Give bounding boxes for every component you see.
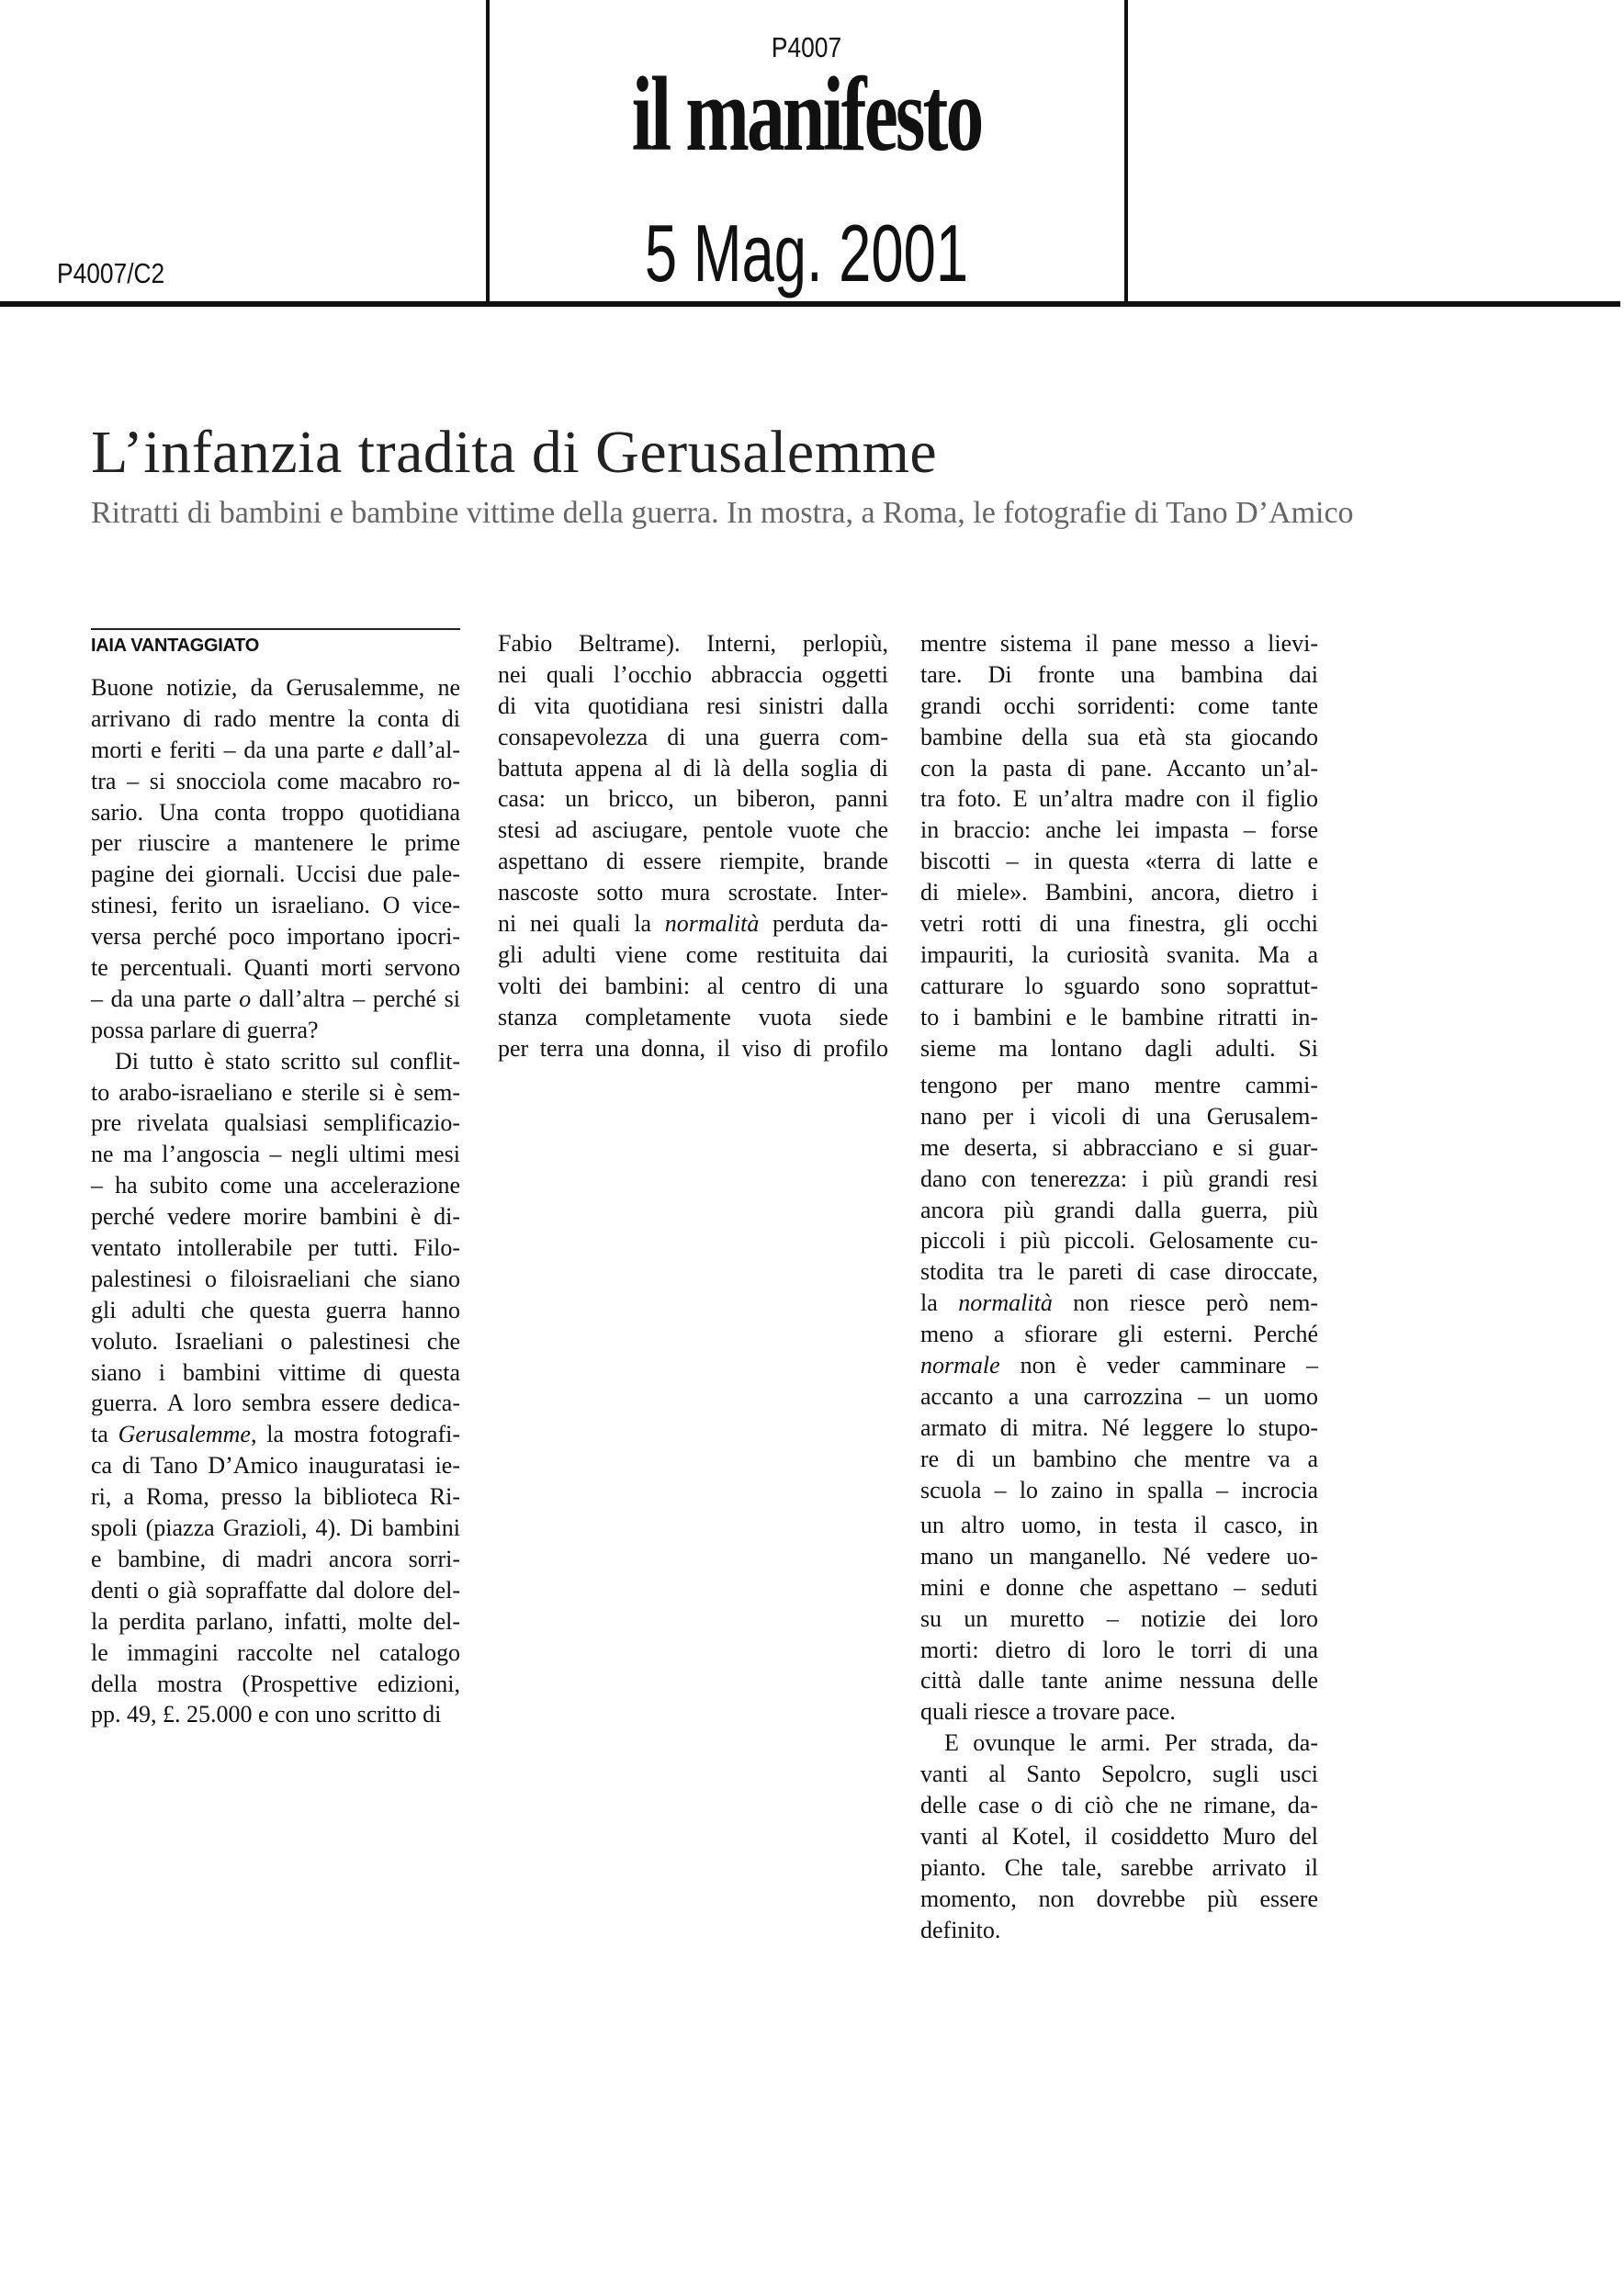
text-line: mano un manganello. Né vedere uo- xyxy=(920,1542,1318,1570)
text-line: catturare lo sguardo sono soprattut- xyxy=(920,972,1318,999)
text-line: Buone notizie, da Gerusalemme, ne xyxy=(91,674,460,701)
text-line: te percentuali. Quanti morti servono xyxy=(91,954,460,982)
text-line: un altro uomo, in testa il casco, in xyxy=(920,1512,1318,1538)
text-line: to arabo-israeliano e sterile si è sem- xyxy=(91,1078,460,1106)
column-3-part-3 xyxy=(920,1510,1318,1945)
text-line: piccoli i più piccoli. Gelosamente cu- xyxy=(920,1227,1318,1255)
text-line: definito. xyxy=(920,1916,1001,1943)
text-line: mentre sistema il pane messo a lievi- xyxy=(920,630,1318,657)
text-line: in braccio: anche lei impasta – forse xyxy=(920,816,1318,844)
column-3-part-2 xyxy=(920,1070,1318,1505)
text-line: Di tutto è stato scritto sul conflit- xyxy=(115,1047,460,1075)
text-line: pp. 49, £. 25.000 e con uno scritto di xyxy=(91,1701,442,1728)
text-line: quali riesce a trovare pace. xyxy=(920,1698,1176,1726)
text-line: tra – si snocciola come macabro ro- xyxy=(91,767,460,794)
text-line: stodita tra le pareti di case diroccate, xyxy=(920,1258,1318,1286)
text-line xyxy=(91,1419,460,1450)
text-line: con la pasta di pane. Accanto un’al- xyxy=(920,754,1318,782)
text-segment: non riesce però nem- xyxy=(1052,1289,1318,1317)
article-subtitle: Ritratti di bambini e bambine vittime della guerra. In mostra, a Roma, le fotografie di Tano D’Amico xyxy=(91,496,1354,530)
text-line: possa parlare di guerra? xyxy=(91,1016,319,1043)
text-segment: ni nei quali la xyxy=(498,910,665,938)
text-line: vetri rotti di una finestra, gli occhi xyxy=(920,910,1318,938)
text-line: di miele». Bambini, ancora, dietro i xyxy=(920,879,1318,906)
text-line: siano i bambini vittime di questa xyxy=(91,1358,460,1386)
text-line: stinesi, ferito un israeliano. O vice- xyxy=(91,892,460,919)
text-line: meno a sfiorare gli esterni. Perché xyxy=(920,1321,1318,1348)
text-line: della mostra (Prospettive edizioni, xyxy=(91,1670,460,1697)
byline-rule xyxy=(91,628,460,630)
text-line: spoli (piazza Grazioli, 4). Di bambini xyxy=(91,1514,460,1542)
text-line: ventato intollerabile per tutti. Filo- xyxy=(91,1234,460,1262)
text-line: accanto a una carrozzina – un uomo xyxy=(920,1382,1318,1410)
archive-code: P4007 xyxy=(771,31,842,63)
article-title: L’infanzia tradita di Gerusalemme xyxy=(91,419,938,486)
text-line: consapevolezza di una guerra com- xyxy=(498,723,888,750)
column-2 xyxy=(498,628,888,1064)
text-line xyxy=(91,984,460,1015)
text-line: vanti al Santo Sepolcro, sugli usci xyxy=(920,1761,1318,1788)
text-line: scuola – lo zaino in spalla – incrocia xyxy=(920,1476,1318,1503)
text-segment: la xyxy=(920,1289,959,1317)
text-line: momento, non dovrebbe più essere xyxy=(920,1885,1318,1912)
text-line: le immagini raccolte nel catalogo xyxy=(91,1638,460,1666)
text-line: aspettano di essere riempite, brande xyxy=(498,848,888,875)
text-line: guerra. A loro sembra essere dedica- xyxy=(91,1390,460,1417)
text-line: pagine dei giornali. Uccisi due pale- xyxy=(91,861,460,888)
text-line: vanti al Kotel, il cosiddetto Muro del xyxy=(920,1822,1318,1850)
text-line: per terra una donna, il viso di profilo xyxy=(498,1034,888,1062)
text-line: denti o già sopraffatte dal dolore del- xyxy=(91,1576,460,1604)
text-segment: ta xyxy=(91,1421,118,1448)
text-segment: dall’altra – perché si xyxy=(251,985,460,1012)
text-line: di vita quotidiana resi sinistri dalla xyxy=(498,692,888,719)
text-line: morti: dietro di loro le torri di una xyxy=(920,1636,1318,1663)
text-line xyxy=(920,1350,1318,1381)
text-line: biscotti – in questa «terra di latte e xyxy=(920,848,1318,875)
text-line: palestinesi o filoisraeliani che siano xyxy=(91,1265,460,1292)
text-line: su un muretto – notizie dei loro xyxy=(920,1604,1318,1632)
text-line: tra foto. E un’altra madre con il figlio xyxy=(920,785,1318,813)
text-line: ri, a Roma, presso la biblioteca Ri- xyxy=(91,1483,460,1511)
text-line: stesi ad asciugare, pentole vuote che xyxy=(498,816,888,844)
text-line: casa: un bricco, un biberon, panni xyxy=(498,785,888,813)
column-3-part-1 xyxy=(920,628,1318,1064)
text-line: armato di mitra. Né leggere lo stupo- xyxy=(920,1413,1318,1441)
newspaper-masthead: il manifesto xyxy=(631,56,982,174)
text-line: pre rivelata qualsiasi semplificazio- xyxy=(91,1109,460,1137)
text-line: grandi occhi sorridenti: come tante xyxy=(920,692,1318,719)
text-line: dano con tenerezza: i più grandi resi xyxy=(920,1165,1318,1192)
text-line: ancora più grandi dalla guerra, più xyxy=(920,1196,1318,1223)
text-line xyxy=(920,1288,1318,1319)
text-line: gli adulti che questa guerra hanno xyxy=(91,1296,460,1323)
text-line: tengono per mano mentre cammi- xyxy=(920,1072,1318,1098)
text-line: e bambine, di madri ancora sorri- xyxy=(91,1545,460,1572)
archive-subcode: P4007/C2 xyxy=(57,257,165,289)
text-line: E ovunque le armi. Per strada, da- xyxy=(944,1729,1318,1757)
italic-text: normalità xyxy=(958,1289,1053,1317)
text-segment: – da una parte xyxy=(91,985,240,1012)
text-line: per riuscire a mantenere le prime xyxy=(91,829,460,857)
text-line: perché vedere morire bambini è di- xyxy=(91,1203,460,1231)
column-1 xyxy=(91,672,460,1730)
text-line: mini e donne che aspettano – seduti xyxy=(920,1573,1318,1601)
text-line: voluto. Israeliani o palestinesi che xyxy=(91,1327,460,1355)
header-divider-right xyxy=(1124,0,1128,303)
text-line: nei quali l’occhio abbraccia oggetti xyxy=(498,660,888,688)
text-line: arrivano di rado mentre la conta di xyxy=(91,704,460,732)
text-line: versa perché poco importano ipocri- xyxy=(91,923,460,951)
text-line: nano per i vicoli di una Gerusalem- xyxy=(920,1102,1318,1130)
text-line xyxy=(91,735,460,766)
header-divider-left xyxy=(486,0,490,303)
text-line xyxy=(498,908,888,940)
italic-text: o xyxy=(239,985,252,1012)
article-byline: IAIA VANTAGGIATO xyxy=(91,636,259,656)
text-line: città dalle tante anime nessuna delle xyxy=(920,1667,1318,1694)
text-line: me deserta, si abbracciano e si guar- xyxy=(920,1133,1318,1161)
text-segment: morti e feriti – da una parte xyxy=(91,736,373,763)
text-line: impauriti, la curiosità svanita. Ma a xyxy=(920,940,1318,968)
text-line: sario. Una conta troppo quotidiana xyxy=(91,798,460,826)
italic-text: Gerusalemme xyxy=(118,1421,251,1448)
header-rule xyxy=(0,301,1620,307)
text-line: nascoste sotto mura scrostate. Inter- xyxy=(498,879,888,906)
italic-text: normale xyxy=(920,1352,1000,1379)
text-line: to i bambini e le bambine ritratti in- xyxy=(920,1003,1318,1030)
text-line: Fabio Beltrame). Interni, perlopiù, xyxy=(498,630,888,657)
text-line: volti dei bambini: al centro di una xyxy=(498,972,888,999)
text-line: ca di Tano D’Amico inauguratasi ie- xyxy=(91,1452,460,1480)
text-line: ne ma l’angoscia – negli ultimi mesi xyxy=(91,1141,460,1168)
text-line: – ha subito come una accelerazione xyxy=(91,1172,460,1199)
text-segment: , la mostra fotografi- xyxy=(250,1421,460,1448)
text-line: tare. Di fronte una bambina dai xyxy=(920,660,1318,688)
text-line: sieme ma lontano dagli adulti. Si xyxy=(920,1034,1318,1062)
italic-text: normalità xyxy=(664,910,760,938)
text-segment: perduta da- xyxy=(759,910,888,938)
text-line: battuta appena al di là della soglia di xyxy=(498,754,888,782)
publication-date: 5 Mag. 2001 xyxy=(644,208,969,298)
text-segment: non è veder camminare – xyxy=(999,1352,1318,1379)
text-line: stanza completamente vuota siede xyxy=(498,1003,888,1030)
italic-text: e xyxy=(372,736,384,763)
text-line: la perdita parlano, infatti, molte del- xyxy=(91,1607,460,1635)
text-segment: dall’al- xyxy=(383,736,460,763)
text-line: re di un bambino che mentre va a xyxy=(920,1445,1318,1472)
text-line: gli adulti viene come restituita dai xyxy=(498,940,888,968)
text-line: bambine della sua età sta giocando xyxy=(920,723,1318,750)
text-line: delle case o di ciò che ne rimane, da- xyxy=(920,1792,1318,1819)
text-line: pianto. Che tale, sarebbe arrivato il xyxy=(920,1853,1318,1881)
